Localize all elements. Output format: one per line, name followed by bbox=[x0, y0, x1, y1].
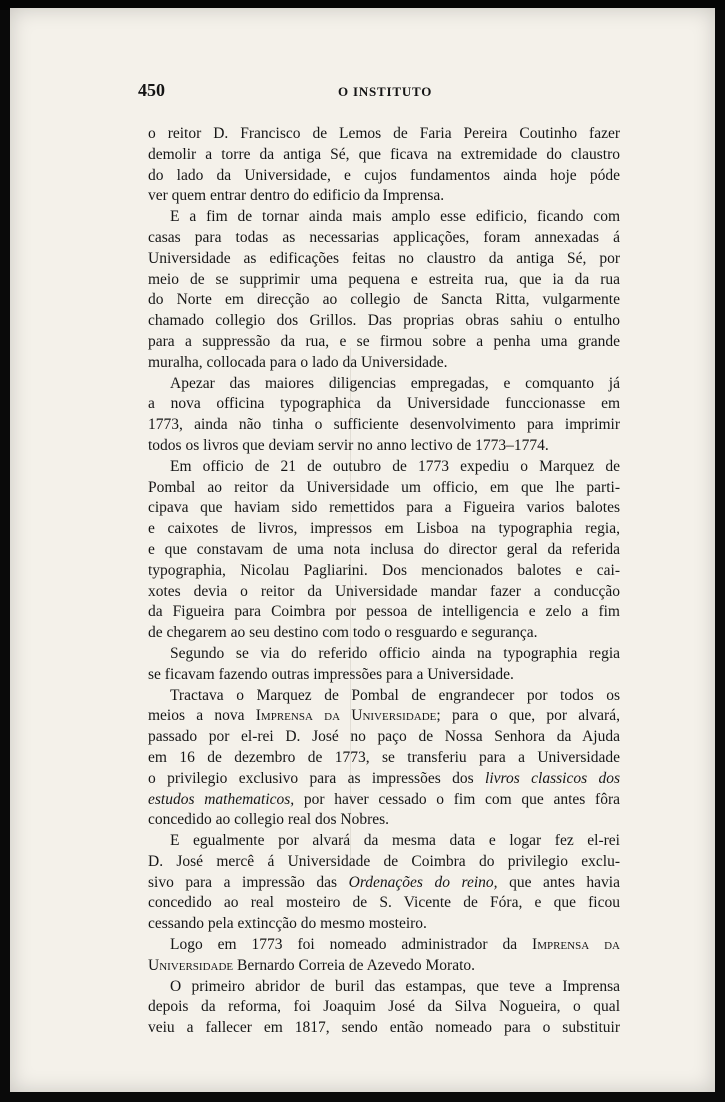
text-line: cessando pela extincção do mesmo mosteiro. bbox=[148, 915, 427, 933]
text-line: de chegarem ao seu destino com todo o resguardo e segurança. bbox=[148, 624, 538, 642]
text-line: Apezar das maiores diligencias empregadas, e comquanto já bbox=[170, 374, 620, 392]
text-line: meios a nova Imprensa da Universidade; para o que, por alvará, bbox=[148, 707, 620, 725]
text-line: typographia, Nicolau Pagliarini. Dos mencionados balotes e cai- bbox=[148, 561, 620, 579]
text-line: muralha, collocada para o lado da Universidade. bbox=[148, 353, 448, 371]
text-line: Segundo se via do referido officio ainda na typographia regia bbox=[170, 644, 620, 662]
text-line: para a suppressão da rua, e se firmou sobre a penha uma grande bbox=[148, 332, 620, 350]
text-line: em 16 de dezembro de 1773, se transferiu para a Universidade bbox=[148, 748, 620, 766]
text-line: E egualmente por alvará da mesma data e logar fez el-rei bbox=[170, 832, 620, 850]
text-line: o reitor D. Francisco de Lemos de Faria Pereira Coutinho fazer bbox=[148, 125, 620, 142]
text-line: Pombal ao reitor da Universidade um officio, em que lhe parti- bbox=[148, 478, 620, 496]
page-number: 450 bbox=[138, 80, 165, 100]
text-line: passado por el-rei D. José no paço de Nossa Senhora da Ajuda bbox=[148, 728, 620, 746]
text-line: a nova officina typographica da Universidade funccionasse em bbox=[148, 395, 620, 413]
text-line: ver quem entrar dentro do edificio da Imprensa. bbox=[148, 187, 445, 205]
page-header bbox=[138, 80, 625, 106]
body-text bbox=[148, 124, 620, 1039]
text-line: Em officio de 21 de outubro de 1773 expediu o Marquez de bbox=[170, 457, 620, 475]
text-line: depois da reforma, foi Joaquim José da Silva Nogueira, o qual bbox=[148, 998, 620, 1016]
text-line: concedido ao real mosteiro de S. Vicente de Fóra, e que ficou bbox=[148, 894, 620, 912]
text-line: O primeiro abridor de buril das estampas, que teve a Imprensa bbox=[170, 977, 620, 995]
text-line: todos os livros que deviam servir no anno lectivo de 1773–1774. bbox=[148, 436, 549, 454]
text-line: do Norte em direcção ao collegio de Sancta Ritta, vulgarmente bbox=[148, 291, 620, 309]
text-line: Universidade Bernardo Correia de Azevedo Morato. bbox=[148, 956, 476, 974]
text-line: Logo em 1773 foi nomeado administrador da Imprensa da bbox=[170, 936, 620, 954]
text-line: estudos mathematicos, por haver cessado o fim com que antes fôra bbox=[148, 790, 620, 808]
italic-title: estudos mathematicos, bbox=[148, 790, 295, 808]
text-line: o privilegio exclusivo para as impressões dos livros classicos dos bbox=[148, 769, 620, 787]
text-line: chamado collegio dos Grillos. Das proprias obras sahiu o entulho bbox=[148, 312, 620, 330]
text-line: casas para todas as necessarias applicações, foram annexadas á bbox=[148, 228, 620, 246]
text-line: Universidade as edificações feitas no claustro da antiga Sé, por bbox=[148, 249, 620, 267]
text-line: 1773, ainda não tinha o sufficiente desenvolvimento para imprimir bbox=[148, 416, 620, 434]
small-caps-name: Imprensa da bbox=[532, 936, 620, 954]
text-line: demolir a torre da antiga Sé, que ficava na extremidade do claustro bbox=[148, 145, 620, 163]
text-line: do lado da Universidade, e cujos fundamentos ainda hoje póde bbox=[148, 166, 620, 184]
text-line: E a fim de tornar ainda mais amplo esse edificio, ficando com bbox=[170, 208, 620, 226]
text-line: e que constavam de uma nota inclusa do director geral da referida bbox=[148, 540, 620, 558]
text-line: cipava que haviam sido remettidos para a Figueira varios balotes bbox=[148, 499, 620, 517]
text-line: meio de se supprimir uma pequena e estreita rua, que ia da rua bbox=[148, 270, 620, 288]
text-line: da Figueira para Coimbra por pessoa de intelligencia e zelo a fim bbox=[148, 603, 620, 621]
text-line: sivo para a impressão das Ordenações do reino, que antes havia bbox=[148, 873, 620, 891]
text-line: xotes devia o reitor da Universidade mandar fazer a conducção bbox=[148, 582, 620, 600]
italic-title: Ordenações do reino, bbox=[348, 873, 498, 891]
text-line: se ficavam fazendo outras impressões para a Universidade. bbox=[148, 665, 514, 683]
text-line: e caixotes de livros, impressos em Lisboa na typographia regia, bbox=[148, 520, 620, 538]
text-line: concedido ao collegio real dos Nobres. bbox=[148, 811, 390, 829]
text-line: veiu a fallecer em 1817, sendo então nomeado para o substituir bbox=[148, 1019, 620, 1037]
small-caps-name: Imprensa da Universidade bbox=[255, 707, 437, 725]
italic-title: livros classicos dos bbox=[485, 769, 620, 787]
running-head: O INSTITUTO bbox=[338, 84, 433, 99]
small-caps-name: Universidade bbox=[148, 956, 234, 974]
text-line: D. José mercê á Universidade de Coimbra do privilegio exclu- bbox=[148, 852, 620, 870]
text-line: Tractava o Marquez de Pombal de engrandecer por todos os bbox=[170, 686, 620, 704]
